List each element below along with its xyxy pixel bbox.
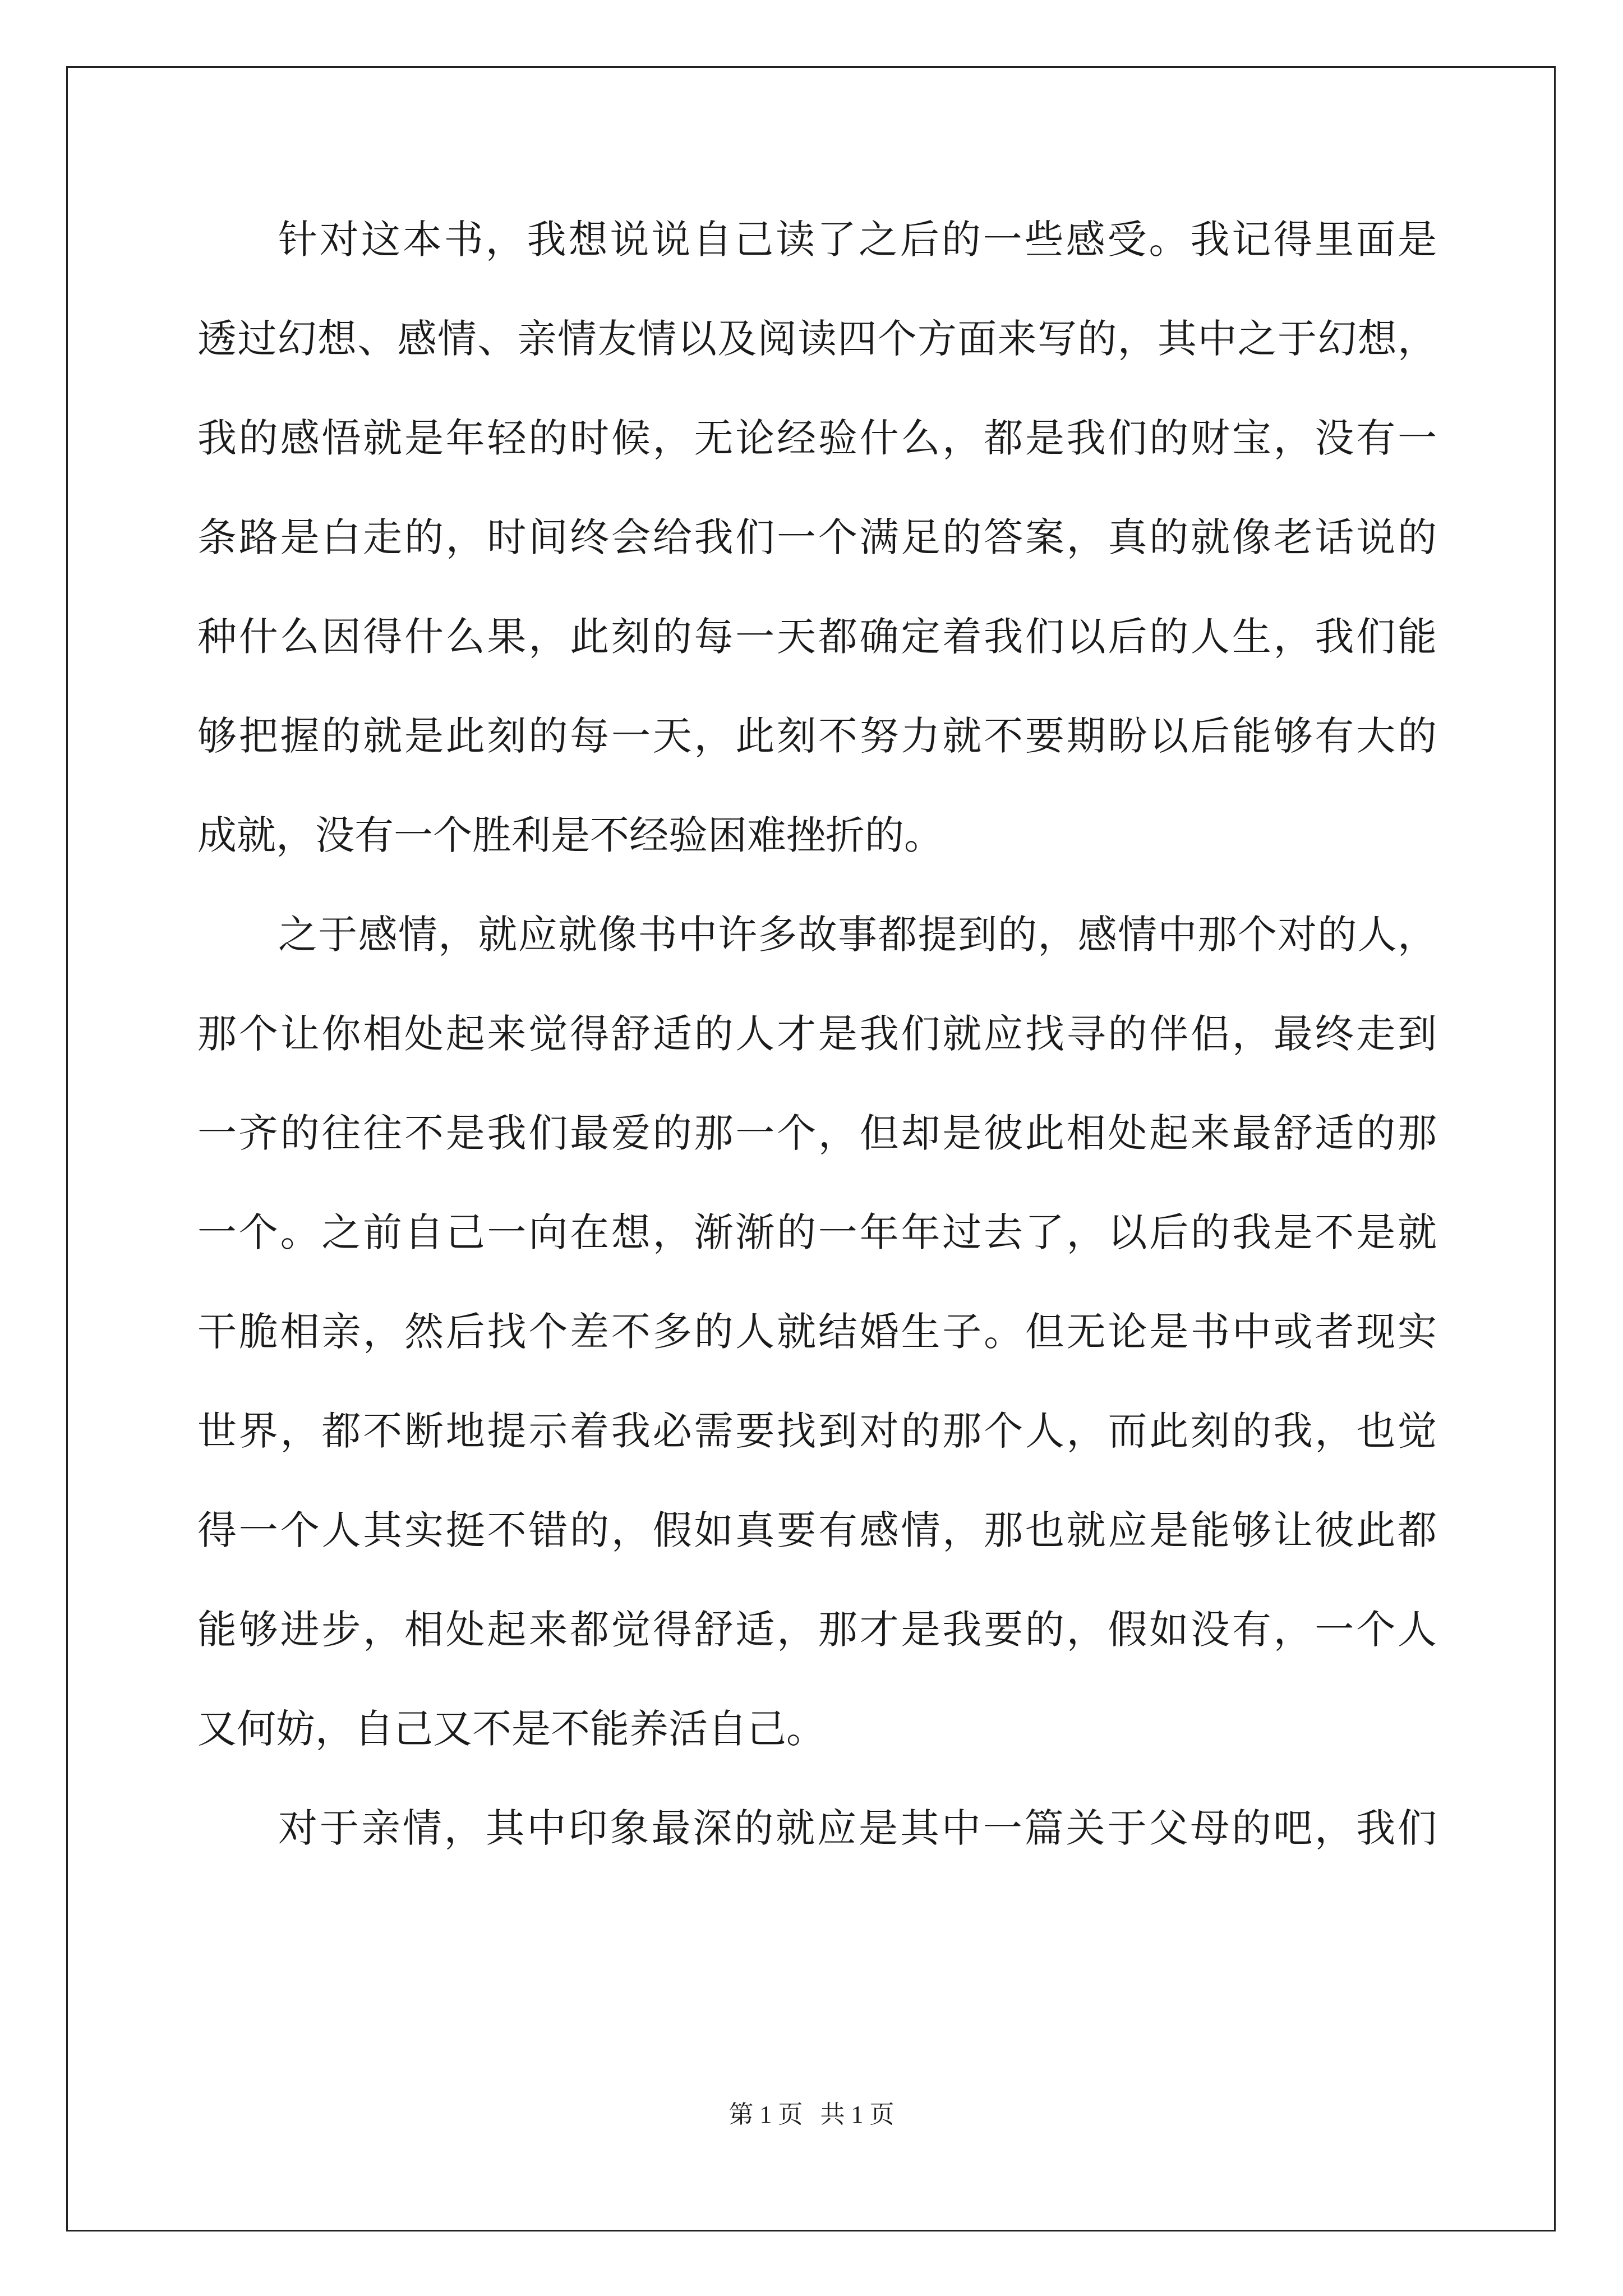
paragraph-line: 得一个人其实挺不错的，假如真要有感情，那也就应是能够让彼此都 — [197, 1507, 1437, 1553]
paragraph-line: 又何妨，自己又不是不能养活自己。 — [197, 1706, 826, 1752]
paragraph-line: 成就，没有一个胜利是不经验困难挫折的。 — [197, 812, 943, 858]
paragraph-line: 针对这本书，我想说说自己读了之后的一些感受。我记得里面是 — [278, 217, 1437, 263]
paragraph-line: 一齐的往往不是我们最爱的那一个，但却是彼此相处起来最舒适的那 — [197, 1110, 1437, 1156]
paragraph-line: 对于亲情，其中印象最深的就应是其中一篇关于父母的吧，我们 — [278, 1805, 1437, 1851]
paragraph-line: 种什么因得什么果，此刻的每一天都确定着我们以后的人生，我们能 — [197, 614, 1437, 660]
document-body — [197, 214, 1437, 1902]
paragraph-line: 透过幻想、感情、亲情友情以及阅读四个方面来写的，其中之于幻想， — [197, 316, 1437, 362]
paragraph-line: 之于感情，就应就像书中许多故事都提到的，感情中那个对的人， — [278, 912, 1437, 958]
paragraph-line: 我的感悟就是年轻的时候，无论经验什么，都是我们的财宝，没有一 — [197, 415, 1437, 461]
paragraph-line: 条路是白走的，时间终会给我们一个满足的答案，真的就像老话说的 — [197, 514, 1437, 560]
paragraph-line: 能够进步，相处起来都觉得舒适，那才是我要的，假如没有，一个人 — [197, 1607, 1437, 1653]
paragraph-line: 干脆相亲，然后找个差不多的人就结婚生子。但无论是书中或者现实 — [197, 1309, 1437, 1355]
page-number: 第 1 页 — [728, 2101, 803, 2128]
paragraph-line: 那个让你相处起来觉得舒适的人才是我们就应找寻的伴侣，最终走到 — [197, 1011, 1437, 1057]
page-total: 共 1 页 — [820, 2101, 895, 2128]
page-footer — [0, 2099, 1623, 2131]
paragraph-line: 一个。之前自己一向在想，渐渐的一年年过去了，以后的我是不是就 — [197, 1209, 1437, 1255]
paragraph-line: 够把握的就是此刻的每一天，此刻不努力就不要期盼以后能够有大的 — [197, 713, 1437, 759]
paragraph-line: 世界，都不断地提示着我必需要找到对的那个人，而此刻的我，也觉 — [197, 1408, 1437, 1454]
